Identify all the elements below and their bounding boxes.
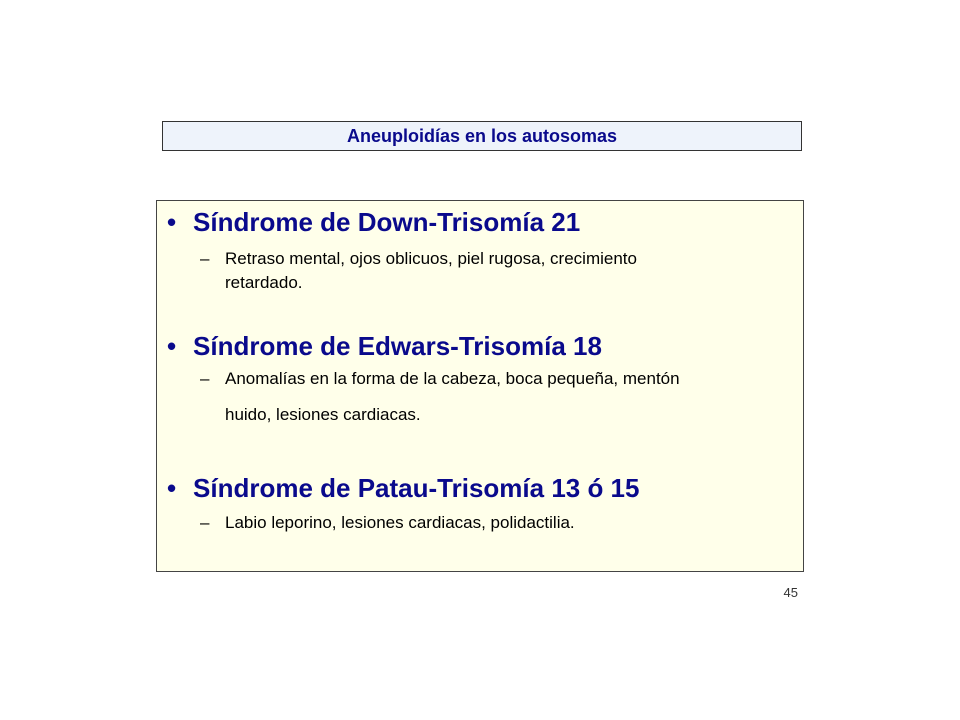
item-heading-down: Síndrome de Down-Trisomía 21: [193, 207, 581, 237]
sub-line: Anomalías en la forma de la cabeza, boca pequeña, mentón: [225, 369, 680, 388]
dash-icon: –: [200, 513, 210, 532]
bullet-icon: •: [167, 331, 177, 361]
list-item-edwars: [157, 329, 803, 424]
sub-text-edwars: [225, 367, 785, 427]
slide-title-box: [162, 121, 802, 151]
sub-line: retardado.: [225, 273, 303, 292]
list-item-down: [157, 205, 803, 292]
bullet-icon: •: [167, 473, 177, 503]
list-item-patau: [157, 471, 803, 532]
dash-icon: –: [200, 369, 210, 388]
item-heading-patau: Síndrome de Patau-Trisomía 13 ó 15: [193, 473, 640, 503]
item-heading-edwars: Síndrome de Edwars-Trisomía 18: [193, 331, 602, 361]
dash-icon: –: [200, 249, 210, 268]
sub-text-patau: [225, 511, 785, 535]
sub-line: Labio leporino, lesiones cardiacas, polidactilia.: [225, 513, 575, 532]
page-number: 45: [783, 585, 798, 600]
sub-line: Retraso mental, ojos oblicuos, piel rugosa, crecimiento: [225, 249, 637, 268]
sub-text-down: [225, 247, 785, 295]
content-box: [156, 200, 804, 572]
bullet-icon: •: [167, 207, 177, 237]
sub-line: huido, lesiones cardiacas.: [225, 405, 421, 424]
slide-title: Aneuploidías en los autosomas: [346, 125, 618, 146]
